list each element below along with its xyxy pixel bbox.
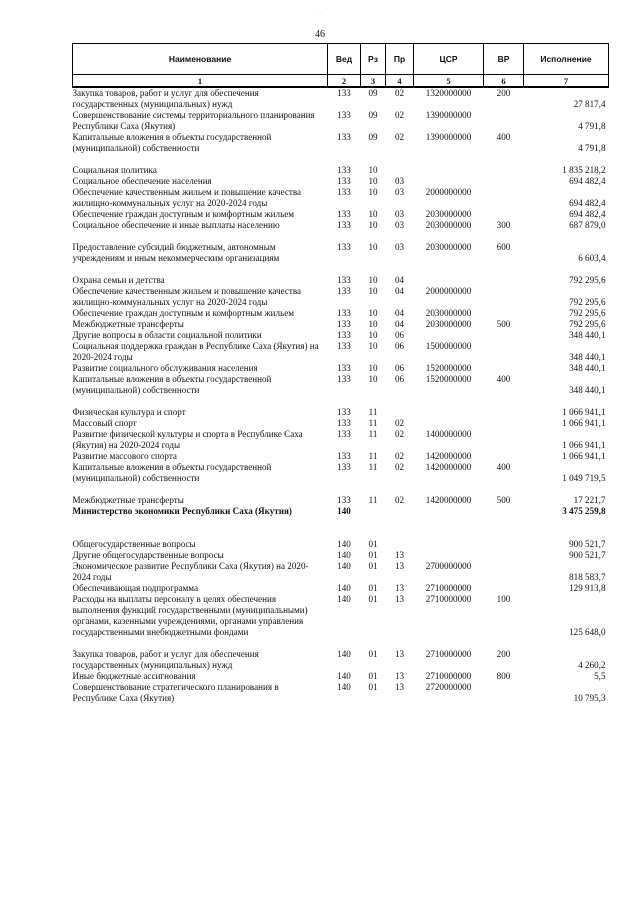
- row-ved: 133: [337, 407, 351, 417]
- row-csr: 1320000000: [425, 88, 472, 98]
- row-name: Расходы на выплаты персоналу в целях обеспечения выполнения функций государственными (муниципальными) органами, казенными учреждениями, органами управления государственными внебюджетными фондами: [72, 594, 308, 637]
- row-name: Обеспечивающая подпрограмма: [72, 583, 199, 593]
- row-amount: 818 583,7: [569, 572, 606, 582]
- spacer-cell: [73, 528, 609, 539]
- table-row: [73, 418, 609, 429]
- row-vr: 500: [496, 319, 511, 329]
- row-vr: [484, 550, 524, 561]
- header-rz: Рз: [361, 44, 386, 75]
- table-row: [73, 187, 609, 209]
- table-row: [73, 561, 609, 583]
- row-csr: 2720000000: [425, 682, 472, 692]
- row-ved: 133: [337, 286, 351, 296]
- row-name: Капитальные вложения в объекты государственной (муниципальной) собственности: [72, 132, 272, 153]
- row-csr: [414, 418, 484, 429]
- row-csr: 2710000000: [425, 671, 472, 681]
- row-ved: 133: [337, 462, 351, 472]
- row-csr: 2030000000: [425, 308, 472, 318]
- row-vr: [484, 363, 524, 374]
- row-ved: 133: [337, 330, 351, 340]
- table-row: [73, 671, 609, 682]
- row-ved: 140: [337, 539, 351, 549]
- row-vr: 200: [496, 649, 511, 659]
- row-ved: 140: [337, 583, 351, 593]
- row-csr: 1420000000: [425, 462, 472, 472]
- row-csr: [414, 176, 484, 187]
- row-amount: 900 521,7: [569, 539, 606, 549]
- table-row: [73, 462, 609, 484]
- row-rz: 01: [368, 671, 378, 681]
- row-ved: 133: [337, 451, 351, 461]
- spacer-cell: [73, 154, 609, 165]
- row-rz: 10: [368, 363, 378, 373]
- row-amount: 129 913,8: [569, 583, 606, 593]
- row-pr: 03: [394, 220, 405, 230]
- row-name: Министерство экономики Республики Саха (Якутия): [72, 506, 292, 516]
- row-vr: [484, 418, 524, 429]
- row-rz: 11: [368, 462, 378, 472]
- row-ved: 133: [337, 319, 351, 329]
- spacer-row: [73, 264, 609, 275]
- row-name: Социальное обеспечение и иные выплаты населению: [72, 220, 280, 230]
- row-name: Капитальные вложения в объекты государственной (муниципальной) собственности: [72, 462, 272, 483]
- table-row: [73, 682, 609, 704]
- row-ved: 133: [337, 132, 351, 142]
- row-name: Экономическое развитие Республики Саха (Якутия) на 2020-2024 годы: [72, 561, 309, 582]
- row-name: Социальное обеспечение населения: [72, 176, 212, 186]
- row-pr: 02: [394, 451, 405, 461]
- row-pr: 13: [394, 671, 405, 681]
- row-rz: 10: [368, 286, 378, 296]
- row-name: Совершенствование стратегического планирования в Республике Саха (Якутия): [72, 682, 279, 703]
- row-rz: 09: [368, 132, 378, 142]
- row-amount: 348 440,1: [569, 330, 606, 340]
- row-vr: [484, 176, 524, 187]
- row-pr: 03: [394, 242, 405, 252]
- spacer-cell: [73, 396, 609, 407]
- row-rz: 11: [368, 407, 378, 417]
- row-ved: 140: [337, 671, 351, 681]
- row-name: Обеспечение качественным жильем и повышение качества жилищно-коммунальных услуг на 2020-2024 годы: [72, 187, 302, 208]
- row-amount: 1 066 941,1: [562, 418, 606, 428]
- row-csr: 2030000000: [425, 242, 472, 252]
- row-name: Межбюджетные трансферты: [72, 319, 184, 329]
- row-rz: 10: [368, 374, 378, 384]
- row-csr: 1390000000: [425, 110, 472, 120]
- row-rz: 10: [368, 341, 378, 351]
- header-row: [73, 44, 609, 75]
- row-vr: [484, 165, 524, 176]
- row-amount: 792 295,6: [569, 275, 606, 285]
- row-vr: 400: [496, 462, 511, 472]
- spacer-row: [73, 517, 609, 528]
- spacer-row: [73, 638, 609, 649]
- row-ved: 133: [337, 429, 351, 439]
- row-vr: 400: [496, 132, 511, 142]
- row-name: Развитие физической культуры и спорта в Республике Саха (Якутия) на 2020-2024 годы: [72, 429, 303, 450]
- column-number-row: [73, 75, 609, 88]
- row-csr: 2000000000: [425, 187, 472, 197]
- row-csr: 1520000000: [425, 374, 472, 384]
- table-row: [73, 583, 609, 594]
- row-amount: 3 475 259,8: [562, 506, 606, 516]
- row-pr: [386, 407, 414, 418]
- row-ved: 133: [337, 209, 351, 219]
- column-number: 7: [524, 75, 609, 88]
- row-ved: 140: [337, 506, 351, 516]
- row-ved: 133: [337, 110, 351, 120]
- table-row: [73, 209, 609, 220]
- row-vr: 500: [496, 495, 511, 505]
- row-rz: 11: [368, 451, 378, 461]
- row-pr: 02: [394, 132, 405, 142]
- row-rz: 11: [368, 429, 378, 439]
- spacer-row: [73, 231, 609, 242]
- row-ved: 133: [337, 363, 351, 373]
- row-pr: 02: [394, 495, 405, 505]
- header-vr: ВР: [484, 44, 524, 75]
- table-row: [73, 363, 609, 374]
- column-number: 4: [386, 75, 414, 88]
- row-pr: 06: [394, 374, 405, 384]
- row-pr: 02: [394, 429, 405, 439]
- row-name: Обеспечение качественным жильем и повышение качества жилищно-коммунальных услуг на 2020-2024 годы: [72, 286, 302, 307]
- row-amount: 348 440,1: [569, 352, 606, 362]
- row-rz: 10: [368, 209, 378, 219]
- table-body: [73, 87, 609, 704]
- row-rz: 10: [368, 242, 378, 252]
- row-vr: [484, 308, 524, 319]
- table-row: [73, 550, 609, 561]
- row-amount: 792 295,6: [569, 308, 606, 318]
- row-csr: [414, 506, 484, 517]
- row-ved: 140: [337, 682, 351, 692]
- row-name: Межбюджетные трансферты: [72, 495, 184, 505]
- row-amount: 6 603,4: [578, 253, 606, 263]
- row-rz: 09: [368, 88, 378, 98]
- row-pr: 03: [394, 176, 405, 186]
- row-vr: [484, 506, 524, 517]
- row-csr: [414, 539, 484, 550]
- row-ved: 140: [337, 649, 351, 659]
- scan-mark: · · ·: [316, 6, 340, 12]
- row-pr: 13: [394, 649, 405, 659]
- row-pr: 13: [394, 550, 405, 560]
- row-vr: [484, 330, 524, 341]
- row-amount: 1 066 941,1: [562, 451, 606, 461]
- row-name: Социальная политика: [72, 165, 157, 175]
- row-pr: 13: [394, 561, 405, 571]
- row-ved: 133: [337, 187, 351, 197]
- row-name: Совершенствование системы территориального планирования Республики Саха (Якутия): [72, 110, 315, 131]
- row-name: Другие общегосударственные вопросы: [72, 550, 224, 560]
- row-amount: 1 066 941,1: [562, 407, 606, 417]
- row-ved: 140: [337, 561, 351, 571]
- column-number: 2: [328, 75, 361, 88]
- row-name: Физическая культура и спорт: [72, 407, 186, 417]
- row-vr: 200: [496, 88, 511, 98]
- table-row: [73, 594, 609, 638]
- row-ved: 133: [337, 418, 351, 428]
- row-ved: 140: [337, 594, 351, 604]
- row-rz: 09: [368, 110, 378, 120]
- row-pr: [386, 165, 414, 176]
- row-csr: 2030000000: [425, 209, 472, 219]
- column-number: 6: [484, 75, 524, 88]
- row-name: Иные бюджетные ассигнования: [72, 671, 196, 681]
- row-vr: [484, 407, 524, 418]
- row-rz: 10: [368, 308, 378, 318]
- spacer-cell: [73, 231, 609, 242]
- row-csr: [414, 165, 484, 176]
- row-vr: [484, 275, 524, 286]
- header-ved: Вед: [328, 44, 361, 75]
- row-vr: 300: [496, 220, 511, 230]
- row-pr: 06: [394, 363, 405, 373]
- table-row: [73, 132, 609, 154]
- row-amount: 900 521,7: [569, 550, 606, 560]
- row-pr: 02: [394, 110, 405, 120]
- row-name: Охрана семьи и детства: [72, 275, 165, 285]
- row-vr: [484, 187, 524, 209]
- table-row: [73, 286, 609, 308]
- row-vr: 100: [496, 594, 511, 604]
- row-csr: [414, 330, 484, 341]
- table-row: [73, 87, 609, 110]
- row-vr: [484, 539, 524, 550]
- row-csr: 1420000000: [425, 495, 472, 505]
- row-vr: [484, 341, 524, 363]
- row-amount: 687 879,0: [569, 220, 606, 230]
- spacer-cell: [73, 638, 609, 649]
- row-amount: 4 260,2: [578, 660, 606, 670]
- row-csr: 1420000000: [425, 451, 472, 461]
- row-pr: 06: [394, 341, 405, 351]
- row-pr: 04: [394, 308, 405, 318]
- row-pr: 04: [394, 275, 405, 285]
- table-row: [73, 308, 609, 319]
- row-csr: [414, 407, 484, 418]
- spacer-cell: [73, 517, 609, 528]
- row-csr: [414, 275, 484, 286]
- row-rz: 10: [368, 187, 378, 197]
- row-pr: 04: [394, 286, 405, 296]
- row-name: Другие вопросы в области социальной политики: [72, 330, 262, 340]
- row-rz: 01: [368, 649, 378, 659]
- row-vr: [484, 451, 524, 462]
- row-ved: 133: [337, 495, 351, 505]
- row-rz: 10: [368, 319, 378, 329]
- budget-execution-table: [72, 43, 609, 704]
- row-ved: 133: [337, 165, 351, 175]
- row-rz: 01: [368, 594, 378, 604]
- row-amount: 4 791,8: [578, 121, 606, 131]
- row-amount: 125 648,0: [569, 627, 606, 637]
- row-amount: 694 482,4: [569, 176, 606, 186]
- table-row: [73, 539, 609, 550]
- row-vr: [484, 286, 524, 308]
- table-row: [73, 495, 609, 506]
- row-csr: [414, 550, 484, 561]
- row-vr: [484, 682, 524, 704]
- row-rz: 01: [368, 682, 378, 692]
- row-vr: [484, 110, 524, 132]
- column-number: 5: [414, 75, 484, 88]
- row-csr: 2710000000: [425, 594, 472, 604]
- row-vr: 400: [496, 374, 511, 384]
- row-name: Массовый спорт: [72, 418, 137, 428]
- row-vr: [484, 583, 524, 594]
- row-pr: 02: [394, 462, 405, 472]
- row-vr: 800: [496, 671, 511, 681]
- row-amount: 1 049 719,5: [562, 473, 606, 483]
- table-row: [73, 319, 609, 330]
- row-pr: 13: [394, 594, 405, 604]
- spacer-row: [73, 528, 609, 539]
- row-name: Развитие социального обслуживания населения: [72, 363, 258, 373]
- row-amount: 1 066 941,1: [562, 440, 606, 450]
- header-name: Наименование: [73, 44, 328, 75]
- row-ved: 133: [337, 220, 351, 230]
- row-pr: 03: [394, 209, 405, 219]
- row-name: Обеспечение граждан доступным и комфортным жильем: [72, 209, 295, 219]
- row-name: Капитальные вложения в объекты государственной (муниципальной) собственности: [72, 374, 272, 395]
- row-name: Развитие массового спорта: [72, 451, 177, 461]
- row-pr: 13: [394, 682, 405, 692]
- spacer-row: [73, 154, 609, 165]
- table-row: [73, 110, 609, 132]
- row-amount: 792 295,6: [569, 297, 606, 307]
- row-rz: 10: [368, 330, 378, 340]
- row-vr: [484, 561, 524, 583]
- row-name: Закупка товаров, работ и услуг для обеспечения государственных (муниципальных) нужд: [72, 88, 259, 109]
- row-rz: 11: [368, 495, 378, 505]
- row-rz: 01: [368, 583, 378, 593]
- row-csr: 2000000000: [425, 286, 472, 296]
- row-ved: 133: [337, 242, 351, 252]
- row-name: Предоставление субсидий бюджетным, автономным учреждениям и иным некоммерческим организациям: [72, 242, 280, 263]
- row-ved: 133: [337, 308, 351, 318]
- spacer-cell: [73, 264, 609, 275]
- row-pr: 02: [394, 418, 405, 428]
- row-csr: 1500000000: [425, 341, 472, 351]
- row-pr: 02: [394, 88, 405, 98]
- row-csr: 2710000000: [425, 583, 472, 593]
- row-rz: 01: [368, 539, 378, 549]
- row-rz: [361, 506, 386, 517]
- table-row: [73, 275, 609, 286]
- table-row: [73, 407, 609, 418]
- row-ved: 133: [337, 374, 351, 384]
- row-csr: 2030000000: [425, 220, 472, 230]
- row-amount: 348 440,1: [569, 385, 606, 395]
- row-amount: 694 482,4: [569, 198, 606, 208]
- row-csr: 2710000000: [425, 649, 472, 659]
- row-amount: 10 795,3: [573, 693, 606, 703]
- column-number: 3: [361, 75, 386, 88]
- row-rz: 10: [368, 165, 378, 175]
- table-row: [73, 330, 609, 341]
- row-rz: 01: [368, 561, 378, 571]
- spacer-row: [73, 396, 609, 407]
- spacer-row: [73, 484, 609, 495]
- row-csr: 1390000000: [425, 132, 472, 142]
- row-csr: 1520000000: [425, 363, 472, 373]
- table-row: [73, 506, 609, 517]
- table-row: [73, 429, 609, 451]
- table-row: [73, 242, 609, 264]
- row-name: Социальная поддержка граждан в Республике Саха (Якутия) на 2020-2024 годы: [72, 341, 319, 362]
- row-amount: 5,5: [594, 671, 606, 681]
- table-row: [73, 176, 609, 187]
- table-row: [73, 341, 609, 363]
- column-number: 1: [73, 75, 328, 88]
- row-amount: 792 295,6: [569, 319, 606, 329]
- row-pr: [386, 506, 414, 517]
- header-csr: ЦСР: [414, 44, 484, 75]
- row-ved: 133: [337, 341, 351, 351]
- row-amount: 17 221,7: [573, 495, 606, 505]
- row-pr: 13: [394, 583, 405, 593]
- row-name: Закупка товаров, работ и услуг для обеспечения государственных (муниципальных) нужд: [72, 649, 259, 670]
- row-pr: [386, 539, 414, 550]
- row-rz: 10: [368, 275, 378, 285]
- table-row: [73, 451, 609, 462]
- header-pr: Пр: [386, 44, 414, 75]
- row-ved: 133: [337, 176, 351, 186]
- row-pr: 04: [394, 319, 405, 329]
- header-amount: Исполнение: [524, 44, 609, 75]
- row-rz: 10: [368, 176, 378, 186]
- row-rz: 10: [368, 220, 378, 230]
- row-name: Общегосударственные вопросы: [72, 539, 196, 549]
- row-amount: 27 817,4: [573, 99, 606, 109]
- row-csr: 2700000000: [425, 561, 472, 571]
- row-amount: 1 835 218,2: [562, 165, 606, 175]
- table-row: [73, 220, 609, 231]
- row-name: Обеспечение граждан доступным и комфортным жильем: [72, 308, 295, 318]
- row-vr: [484, 429, 524, 451]
- row-ved: 133: [337, 275, 351, 285]
- row-rz: 01: [368, 550, 378, 560]
- row-amount: 4 791,8: [578, 143, 606, 153]
- spacer-cell: [73, 484, 609, 495]
- row-pr: 03: [394, 187, 405, 197]
- row-rz: 11: [368, 418, 378, 428]
- row-amount: 348 440,1: [569, 363, 606, 373]
- row-vr: [484, 209, 524, 220]
- row-ved: 140: [337, 550, 351, 560]
- row-pr: 06: [394, 330, 405, 340]
- row-csr: 1400000000: [425, 429, 472, 439]
- table-row: [73, 649, 609, 671]
- row-amount: 694 482,4: [569, 209, 606, 219]
- table-row: [73, 374, 609, 396]
- table-row: [73, 165, 609, 176]
- page-number: 46: [315, 29, 325, 40]
- row-ved: 133: [337, 88, 351, 98]
- row-vr: 600: [496, 242, 511, 252]
- row-csr: 2030000000: [425, 319, 472, 329]
